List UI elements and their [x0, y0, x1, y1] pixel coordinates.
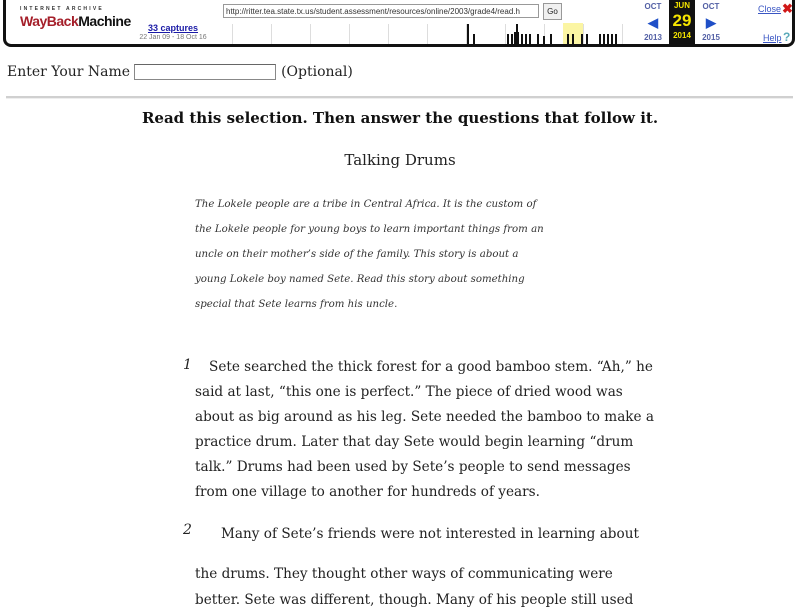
intro-line: special that Sete learns from his uncle.: [195, 299, 398, 310]
year-tick: [505, 24, 506, 44]
go-button[interactable]: Go: [543, 3, 562, 20]
capture-bar: [473, 34, 475, 44]
captures-link[interactable]: 33 captures: [147, 23, 199, 33]
wayback-logo[interactable]: [20, 6, 131, 36]
capture-bar: [567, 34, 569, 44]
next-capture-nav[interactable]: [698, 1, 724, 44]
prev-month[interactable]: OCT: [644, 2, 662, 11]
capture-bar: [611, 34, 613, 44]
divider: [6, 96, 793, 99]
capture-bar: [467, 24, 469, 44]
paragraph-line: about as big around as his leg. Sete needed the bamboo to make a: [195, 409, 655, 425]
capture-bar: [607, 34, 609, 44]
close-link[interactable]: Close: [758, 4, 782, 14]
capture-bar: [521, 34, 523, 44]
story-intro: [195, 192, 555, 317]
capture-bar: [529, 34, 531, 44]
story-title: Talking Drums: [344, 151, 456, 169]
paragraph-line: practice drum. Later that day Sete would begin learning “drum: [195, 434, 634, 450]
logo-machine: Machine: [78, 13, 131, 29]
paragraph-line: Many of Sete’s friends were not interested in learning about: [221, 526, 639, 542]
intro-line: young Lokele boy named Sete. Read this story about something: [195, 274, 525, 285]
paragraph-number: 1: [183, 357, 192, 373]
current-month: JUN: [673, 1, 690, 10]
capture-bar: [543, 36, 545, 44]
paragraph-number: 2: [183, 522, 192, 538]
capture-bar: [525, 34, 527, 44]
year-tick: [232, 24, 233, 44]
prev-capture-nav[interactable]: [640, 1, 666, 44]
paragraph-line: talk.” Drums had been used by Sete’s people to send messages: [195, 459, 631, 475]
capture-bar: [615, 34, 617, 44]
captures-info: [133, 23, 213, 41]
capture-bar: [572, 34, 574, 44]
intro-line: The Lokele people are a tribe in Central Africa. It is the custom of: [195, 199, 537, 210]
optional-note: (Optional): [281, 64, 353, 80]
year-tick: [271, 24, 272, 44]
year-tick: [427, 24, 428, 44]
paragraph-2: [195, 521, 639, 613]
capture-bar: [581, 34, 583, 44]
capture-bar: [507, 34, 509, 44]
current-capture-date: [669, 0, 695, 44]
next-year[interactable]: 2015: [702, 33, 720, 42]
logo-way: WayBack: [20, 13, 79, 29]
name-row: [7, 64, 353, 80]
paragraph-1: [195, 355, 655, 505]
prev-year[interactable]: 2013: [644, 33, 662, 42]
intro-line: the Lokele people for young boys to learn important things from an: [195, 224, 544, 235]
year-tick: [388, 24, 389, 44]
name-input[interactable]: [134, 64, 276, 80]
paragraph-line: said at last, “this one is perfect.” The piece of dried wood was: [195, 384, 623, 400]
paragraph-line: better. Sete was different, though. Many of his people still used: [195, 592, 634, 608]
logo-wayback-machine-text: [20, 13, 131, 29]
logo-internet-archive-text: INTERNET ARCHIVE: [20, 6, 104, 12]
intro-line: uncle on their mother’s side of the family. This story is about a: [195, 249, 519, 260]
capture-bar: [603, 34, 605, 44]
instructions-heading: Read this selection. Then answer the questions that follow it.: [141, 109, 659, 127]
prev-arrow-icon[interactable]: ◀: [648, 15, 658, 30]
year-tick: [349, 24, 350, 44]
capture-timeline-sparkline[interactable]: [223, 22, 641, 44]
current-day: 29: [672, 11, 692, 30]
captures-range: 22 Jan 09 - 18 Oct 16: [139, 34, 207, 41]
capture-bar: [550, 34, 552, 44]
year-tick: [310, 24, 311, 44]
url-input[interactable]: [223, 4, 539, 18]
year-tick: [583, 24, 584, 44]
next-arrow-icon[interactable]: ▶: [706, 15, 716, 30]
help-link[interactable]: Help: [763, 33, 782, 43]
name-label: Enter Your Name: [7, 64, 131, 80]
current-year: 2014: [673, 31, 691, 40]
capture-bar: [511, 34, 513, 44]
paragraph-line: from one village to another for hundreds of years.: [195, 484, 540, 500]
capture-bar: [537, 34, 539, 44]
paragraph-line: the drums. They thought other ways of communicating were: [195, 566, 613, 582]
close-icon[interactable]: ✖: [782, 1, 793, 16]
wayback-toolbar: [3, 0, 795, 47]
year-tick: [622, 24, 623, 44]
paragraph-line: Sete searched the thick forest for a good bamboo stem. “Ah,” he: [209, 359, 653, 375]
help-icon[interactable]: ?: [783, 30, 791, 44]
capture-bar: [586, 34, 588, 44]
capture-bar: [516, 24, 518, 44]
next-month[interactable]: OCT: [702, 2, 720, 11]
capture-bar: [599, 34, 601, 44]
